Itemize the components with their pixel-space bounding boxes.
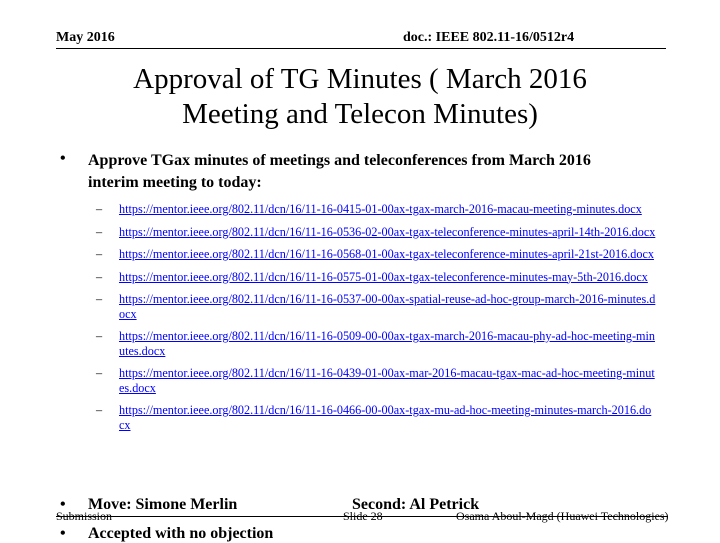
bullet-move: •: [60, 496, 66, 513]
list-item: [96, 329, 656, 358]
dash-bullet: –: [96, 329, 103, 343]
list-item: [96, 270, 656, 285]
minutes-link[interactable]: https://mentor.ieee.org/802.11/dcn/16/11-16-0575-01-00ax-tgax-teleconference-minutes-may-5th-2016.docx: [119, 269, 648, 284]
dash-bullet: –: [96, 224, 103, 239]
list-item: [96, 292, 656, 321]
bullet-accepted: •: [60, 525, 66, 542]
header-divider: [56, 48, 666, 49]
minutes-link[interactable]: https://mentor.ieee.org/802.11/dcn/16/11-16-0415-01-00ax-tgax-march-2016-macau-meeting-minutes.docx: [119, 202, 642, 216]
footer-slide-number: Slide 28: [343, 509, 383, 523]
dash-bullet: –: [96, 269, 103, 284]
dash-bullet: –: [96, 366, 103, 380]
minutes-link[interactable]: https://mentor.ieee.org/802.11/dcn/16/11-16-0509-00-00ax-tgax-march-2016-macau-phy-ad-hoc-meeting-minutes.docx: [119, 329, 655, 358]
minutes-link-list: [96, 202, 656, 440]
bullet-main: •: [60, 150, 66, 167]
list-item: [96, 202, 656, 217]
list-item: [96, 403, 656, 432]
header-date: May 2016: [56, 30, 115, 45]
dash-bullet: –: [96, 292, 103, 306]
slide-title-line1: Approval of TG Minutes ( March 2016: [133, 63, 587, 95]
accepted-text: Accepted with no objection: [88, 525, 274, 542]
minutes-link[interactable]: https://mentor.ieee.org/802.11/dcn/16/11-16-0537-00-00ax-spatial-reuse-ad-hoc-group-march-2016-minutes.docx: [119, 292, 656, 321]
footer-submission: Submission: [56, 509, 113, 523]
dash-bullet: –: [96, 247, 103, 261]
main-point-text: Approve TGax minutes of meetings and teleconferences from March 2016 interim meeting to today:: [88, 152, 591, 191]
dash-bullet: –: [96, 202, 103, 216]
footer-author: Osama Aboul-Magd (Huawei Technologies): [456, 509, 669, 523]
list-item: [96, 247, 656, 262]
move-text: Move: Simone Merlin: [88, 496, 238, 513]
second-text: Second: Al Petrick: [352, 496, 480, 513]
header-doc-id: doc.: IEEE 802.11-16/0512r4: [403, 30, 575, 45]
dash-bullet: –: [96, 403, 103, 417]
minutes-link[interactable]: https://mentor.ieee.org/802.11/dcn/16/11-16-0439-01-00ax-mar-2016-macau-tgax-mac-ad-hoc-meeting-minutes.docx: [119, 366, 655, 395]
slide-title-line2: Meeting and Telecon Minutes): [182, 98, 538, 130]
minutes-link[interactable]: https://mentor.ieee.org/802.11/dcn/16/11-16-0568-01-00ax-tgax-teleconference-minutes-april-21st-2016.docx: [119, 247, 654, 261]
minutes-link[interactable]: https://mentor.ieee.org/802.11/dcn/16/11-16-0536-02-00ax-tgax-teleconference-minutes-april-14th-2016.docx: [119, 224, 656, 239]
list-item: [96, 225, 656, 240]
list-item: [96, 366, 656, 395]
minutes-link[interactable]: https://mentor.ieee.org/802.11/dcn/16/11-16-0466-00-00ax-tgax-mu-ad-hoc-meeting-minutes-march-2016.docx: [119, 403, 652, 432]
slide-title: [60, 62, 660, 132]
